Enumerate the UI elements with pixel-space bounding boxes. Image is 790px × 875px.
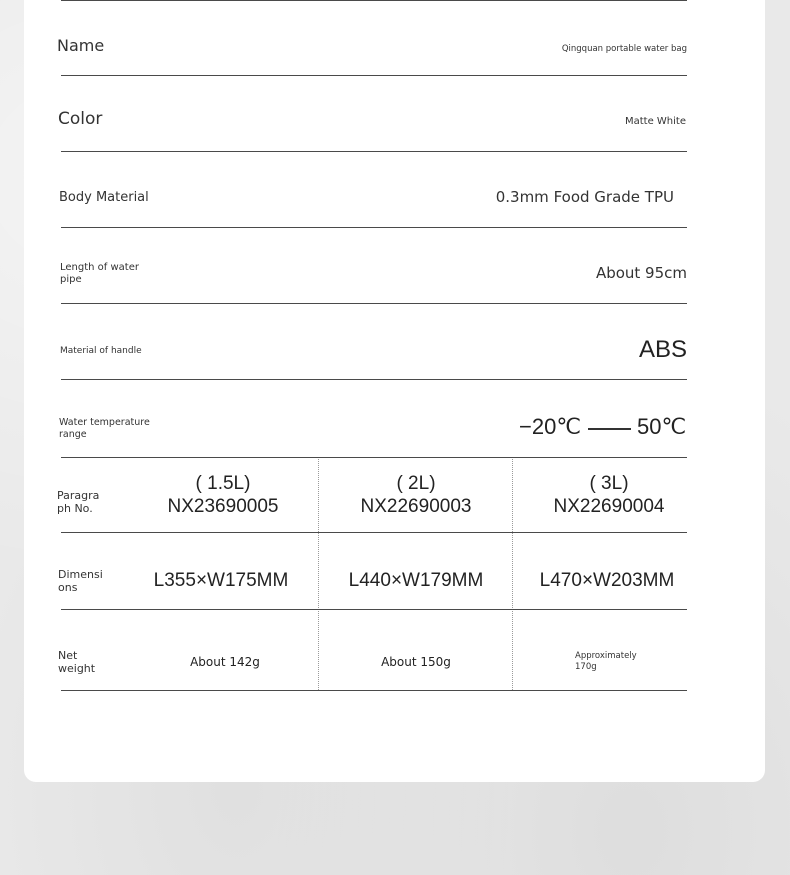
water-temperature-label-line1: Water temperature [59,417,150,428]
dimensions-label-line2: ons [58,581,78,594]
size-label-1: ( 1.5L) [195,473,251,494]
divider-dimensions [61,609,687,610]
model-cell-2 [320,472,512,518]
dimensions-label [58,568,103,594]
dimensions-cell-3: L470×W203MM [539,570,675,591]
handle-material-value: ABS [638,336,687,363]
water-temperature-max: 50℃ [637,414,687,439]
model-number-2: NX22690003 [360,496,472,517]
pipe-length-label-line2: pipe [60,274,82,285]
divider-color [61,151,687,152]
model-number-3: NX22690004 [553,496,665,517]
body-material-value: 0.3mm Food Grade TPU [495,188,674,206]
size-label-3: ( 3L) [589,473,629,494]
model-cell-3 [514,472,704,518]
weight-cell-3-line2: 170g [575,662,597,672]
dimensions-label-line1: Dimensi [58,568,103,581]
water-temperature-min: −20℃ [519,414,582,439]
pipe-length-value: About 95cm [595,264,687,282]
divider-pipe-length [61,303,687,304]
weight-cell-3 [575,651,637,673]
weight-cell-1: About 142g [190,655,260,669]
divider-water-temperature [61,457,687,458]
dimensions-cell-1: L355×W175MM [153,570,289,591]
dimensions-cell-2: L440×W179MM [348,570,484,591]
divider-handle-material [61,379,687,380]
model-cell-1 [128,472,318,518]
color-value: Matte White [624,116,686,127]
body-material-label: Body Material [59,190,149,205]
handle-material-label: Material of handle [60,346,142,356]
water-temperature-label [59,417,150,441]
paragraph-label-line2: ph No. [57,502,93,515]
name-value: Qingquan portable water bag [561,44,687,54]
name-label: Name [57,36,105,55]
water-temperature-label-line2: range [59,429,87,440]
net-weight-label-line1: Net [58,649,78,662]
pipe-length-label [60,262,139,286]
divider-top [61,0,687,1]
weight-cell-3-line1: Approximately [575,651,637,661]
paragraph-label-line1: Paragra [57,489,100,502]
color-label: Color [58,109,103,129]
size-label-2: ( 2L) [396,473,436,494]
divider-body-material [61,227,687,228]
paragraph-label [57,489,99,515]
divider-net-weight [61,690,687,691]
divider-paragraph [61,532,687,533]
weight-cell-2: About 150g [381,655,451,669]
net-weight-label [58,649,95,675]
model-number-1: NX23690005 [167,496,279,517]
net-weight-label-line2: weight [58,662,96,675]
pipe-length-label-line1: Length of water [60,262,139,273]
divider-name [61,75,687,76]
temperature-range-dash [588,428,631,430]
